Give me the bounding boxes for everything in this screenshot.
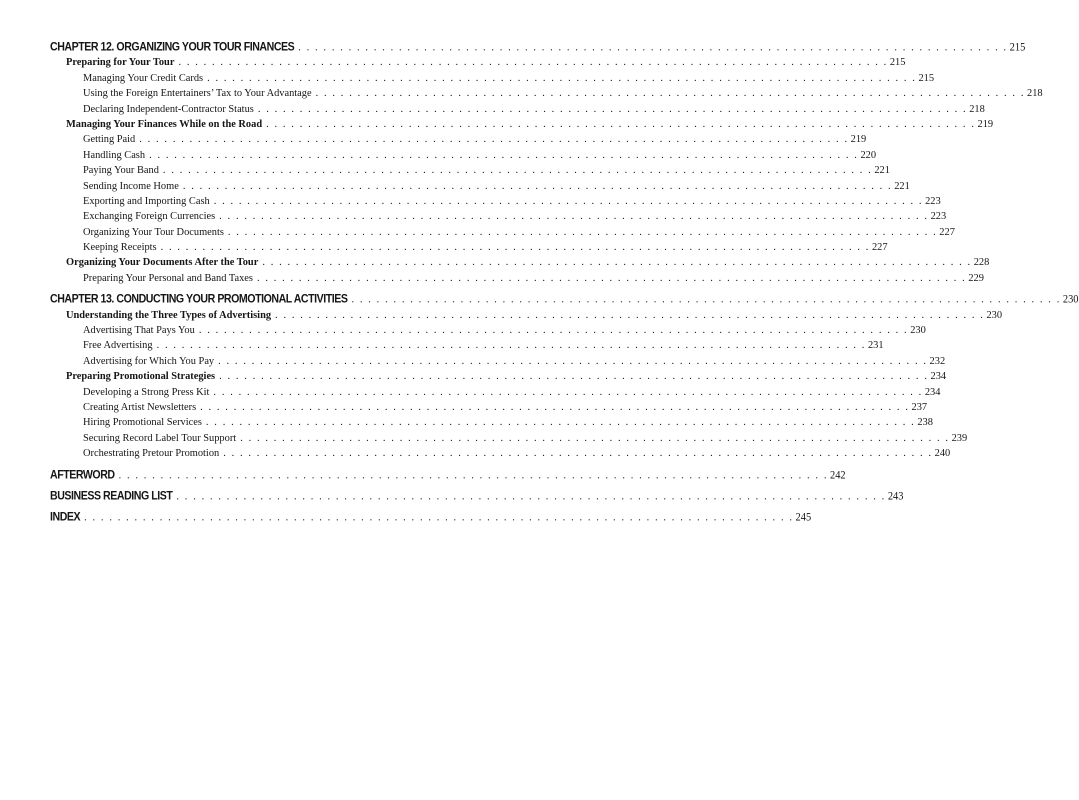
toc-entry-page: 232 bbox=[929, 355, 946, 367]
toc-entry-title: Sending Income Home bbox=[83, 180, 179, 192]
dot-leader: . . . . . . . . . . . . . . . . . . . . . . . . . . . . . . . . . . . . . . . . . . . . . . . . . . . . . . . . . . . . . . . . . . . . . . . . . . . . . . . . . . . . . bbox=[223, 448, 933, 460]
toc-subsection bbox=[50, 148, 877, 163]
toc-entry-title: Creating Artist Newsletters bbox=[83, 401, 197, 413]
toc-subsection bbox=[50, 71, 935, 86]
dot-leader: . . . . . . . . . . . . . . . . . . . . . . . . . . . . . . . . . . . . . . . . . . . . . . . . . . . . . . . . . . . . . . . . . . . . . . . . . . . . . . . . . . . . . bbox=[298, 41, 1008, 54]
toc-entry-title: Declaring Independent-Contractor Status bbox=[83, 103, 254, 115]
toc-entry-page: 231 bbox=[867, 340, 884, 352]
toc-entry-title: AFTERWORD bbox=[50, 467, 115, 482]
toc-subsection bbox=[50, 209, 947, 224]
toc-subsection bbox=[50, 431, 968, 446]
toc-entry-title: CHAPTER 13. CONDUCTING YOUR PROMOTIONAL ACTIVITIES bbox=[50, 292, 348, 306]
dot-leader: . . . . . . . . . . . . . . . . . . . . . . . . . . . . . . . . . . . . . . . . . . . . . . . . . . . . . . . . . . . . . . . . . . . . . . . . . . . . . . . . . . . . . bbox=[156, 340, 866, 352]
toc-entry-page: 218 bbox=[969, 103, 985, 115]
table-of-contents bbox=[50, 40, 1079, 526]
toc-subsection bbox=[50, 354, 946, 369]
toc-subsection bbox=[50, 271, 984, 286]
toc-entry-title: Getting Paid bbox=[83, 134, 136, 146]
toc-entry-title: Free Advertising bbox=[83, 340, 153, 352]
dot-leader: . . . . . . . . . . . . . . . . . . . . . . . . . . . . . . . . . . . . . . . . . . . . . . . . . . . . . . . . . . . . . . . . . . . . . . . . . . . . . . . . . . . . . bbox=[198, 325, 909, 337]
toc-entry-title: Preparing Your Personal and Band Taxes bbox=[83, 272, 253, 284]
toc-entry-title: Organizing Your Tour Documents bbox=[83, 226, 224, 238]
dot-leader: . . . . . . . . . . . . . . . . . . . . . . . . . . . . . . . . . . . . . . . . . . . . . . . . . . . . . . . . . . . . . . . . . . . . . . . . . . . . . . . . . . . . . bbox=[213, 195, 924, 207]
toc-subsection bbox=[50, 323, 926, 338]
toc-entry-page: 223 bbox=[925, 195, 941, 207]
toc-entry-title: Hiring Promotional Services bbox=[83, 417, 202, 429]
toc-entry-title: Keeping Receipts bbox=[83, 242, 157, 254]
toc-entry-title: Advertising for Which You Pay bbox=[83, 355, 215, 367]
toc-entry-page: 234 bbox=[924, 386, 941, 398]
toc-entry-page: 243 bbox=[887, 490, 904, 503]
toc-entry-page: 228 bbox=[973, 257, 990, 269]
toc-entry-page: 221 bbox=[874, 165, 890, 177]
toc-entry-page: 227 bbox=[939, 226, 955, 238]
dot-leader: . . . . . . . . . . . . . . . . . . . . . . . . . . . . . . . . . . . . . . . . . . . . . . . . . . . . . . . . . . . . . . . . . . . . . . . . . . . . . . . . . . . . . bbox=[84, 511, 794, 524]
toc-entry-page: 237 bbox=[911, 401, 928, 413]
dot-leader: . . . . . . . . . . . . . . . . . . . . . . . . . . . . . . . . . . . . . . . . . . . . . . . . . . . . . . . . . . . . . . . . . . . . . . . . . . . . . . . . . . . . . bbox=[182, 180, 893, 192]
toc-entry-page: 234 bbox=[930, 371, 947, 383]
toc-section bbox=[50, 55, 906, 70]
toc-subsection bbox=[50, 446, 951, 461]
toc-entry-page: 219 bbox=[977, 118, 994, 130]
toc-entry-title: CHAPTER 12. ORGANIZING YOUR TOUR FINANCES bbox=[50, 40, 295, 54]
dot-leader: . . . . . . . . . . . . . . . . . . . . . . . . . . . . . . . . . . . . . . . . . . . . . . . . . . . . . . . . . . . . . . . . . . . . . . . . . . . . . . . . . . . . . bbox=[351, 293, 1061, 306]
dot-leader: . . . . . . . . . . . . . . . . . . . . . . . . . . . . . . . . . . . . . . . . . . . . . . . . . . . . . . . . . . . . . . . . . . . . . . . . . . . . . . . . . . . . . bbox=[207, 72, 917, 84]
dot-leader: . . . . . . . . . . . . . . . . . . . . . . . . . . . . . . . . . . . . . . . . . . . . . . . . . . . . . . . . . . . . . . . . . . . . . . . . . . . . . . . . . . . . . bbox=[275, 309, 985, 321]
toc-business-reading-list bbox=[50, 488, 904, 505]
dot-leader: . . . . . . . . . . . . . . . . . . . . . . . . . . . . . . . . . . . . . . . . . . . . . . . . . . . . . . . . . . . . . . . . . . . . . . . . . . . . . . . . . . . . . bbox=[213, 386, 923, 398]
toc-entry-page: 230 bbox=[986, 309, 1003, 321]
toc-subsection bbox=[50, 102, 985, 117]
toc-entry-page: 227 bbox=[871, 242, 888, 254]
toc-entry-title: Preparing Promotional Strategies bbox=[66, 371, 216, 383]
toc-entry-title: Organizing Your Documents After the Tour bbox=[66, 257, 259, 269]
dot-leader: . . . . . . . . . . . . . . . . . . . . . . . . . . . . . . . . . . . . . . . . . . . . . . . . . . . . . . . . . . . . . . . . . . . . . . . . . . . . . . . . . . . . . bbox=[218, 355, 928, 367]
toc-section bbox=[50, 369, 947, 384]
toc-subsection bbox=[50, 163, 890, 178]
toc-entry-page: 219 bbox=[850, 134, 867, 146]
dot-leader: . . . . . . . . . . . . . . . . . . . . . . . . . . . . . . . . . . . . . . . . . . . . . . . . . . . . . . . . . . . . . . . . . . . . . . . . . . . . . . . . . . . . . bbox=[256, 272, 967, 284]
toc-subsection bbox=[50, 194, 941, 209]
dot-leader: . . . . . . . . . . . . . . . . . . . . . . . . . . . . . . . . . . . . . . . . . . . . . . . . . . . . . . . . . . . . . . . . . . . . . . . . . . . . . . . . . . . . . bbox=[219, 371, 929, 383]
toc-entry-page: 239 bbox=[951, 432, 968, 444]
toc-entry-title: Paying Your Band bbox=[83, 165, 159, 177]
toc-subsection bbox=[50, 225, 955, 240]
toc-section bbox=[50, 308, 1003, 323]
toc-entry-title: Preparing for Your Tour bbox=[66, 57, 175, 69]
toc-entry-title: Managing Your Finances While on the Road bbox=[66, 118, 263, 130]
toc-subsection bbox=[50, 240, 888, 255]
toc-section bbox=[50, 117, 994, 132]
dot-leader: . . . . . . . . . . . . . . . . . . . . . . . . . . . . . . . . . . . . . . . . . . . . . . . . . . . . . . . . . . . . . . . . . . . . . . . . . . . . . . . . . . . . . bbox=[149, 149, 859, 161]
toc-entry-title: Developing a Strong Press Kit bbox=[83, 386, 210, 398]
toc-entry-title: Understanding the Three Types of Advertising bbox=[66, 309, 272, 321]
toc-entry-title: Handling Cash bbox=[83, 149, 146, 161]
toc-entry-page: 215 bbox=[1009, 41, 1026, 54]
toc-entry-page: 221 bbox=[894, 180, 910, 192]
toc-chapter-12 bbox=[50, 39, 1026, 56]
toc-subsection bbox=[50, 400, 928, 415]
toc-entry-title: Advertising That Pays You bbox=[83, 325, 195, 337]
dot-leader: . . . . . . . . . . . . . . . . . . . . . . . . . . . . . . . . . . . . . . . . . . . . . . . . . . . . . . . . . . . . . . . . . . . . . . . . . . . . . . . . . . . . . bbox=[219, 211, 929, 223]
toc-entry-page: 223 bbox=[930, 211, 947, 223]
toc-entry-page: 230 bbox=[1062, 293, 1079, 306]
toc-subsection bbox=[50, 415, 933, 430]
toc-entry-title: INDEX bbox=[50, 510, 81, 524]
toc-afterword bbox=[50, 467, 846, 484]
toc-subsection bbox=[50, 338, 884, 353]
toc-entry-title: Exchanging Foreign Currencies bbox=[83, 211, 216, 223]
dot-leader: . . . . . . . . . . . . . . . . . . . . . . . . . . . . . . . . . . . . . . . . . . . . . . . . . . . . . . . . . . . . . . . . . . . . . . . . . . . . . . . . . . . . . bbox=[118, 468, 829, 482]
toc-entry-page: 242 bbox=[830, 468, 846, 482]
toc-subsection bbox=[50, 86, 1043, 101]
dot-leader: . . . . . . . . . . . . . . . . . . . . . . . . . . . . . . . . . . . . . . . . . . . . . . . . . . . . . . . . . . . . . . . . . . . . . . . . . . . . . . . . . . . . . bbox=[139, 134, 849, 146]
toc-entry-page: 215 bbox=[918, 72, 935, 84]
toc-entry-title: Using the Foreign Entertainers’ Tax to Your Advantage bbox=[83, 88, 312, 100]
toc-subsection bbox=[50, 385, 941, 400]
dot-leader: . . . . . . . . . . . . . . . . . . . . . . . . . . . . . . . . . . . . . . . . . . . . . . . . . . . . . . . . . . . . . . . . . . . . . . . . . . . . . . . . . . . . . bbox=[266, 118, 976, 130]
dot-leader: . . . . . . . . . . . . . . . . . . . . . . . . . . . . . . . . . . . . . . . . . . . . . . . . . . . . . . . . . . . . . . . . . . . . . . . . . . . . . . . . . . . . . bbox=[162, 165, 873, 177]
toc-entry-title: Managing Your Credit Cards bbox=[83, 72, 204, 84]
toc-subsection bbox=[50, 179, 910, 194]
toc-entry-page: 215 bbox=[889, 57, 906, 69]
dot-leader: . . . . . . . . . . . . . . . . . . . . . . . . . . . . . . . . . . . . . . . . . . . . . . . . . . . . . . . . . . . . . . . . . . . . . . . . . . . . . . . . . . . . . bbox=[205, 417, 916, 429]
dot-leader: . . . . . . . . . . . . . . . . . . . . . . . . . . . . . . . . . . . . . . . . . . . . . . . . . . . . . . . . . . . . . . . . . . . . . . . . . . . . . . . . . . . . . bbox=[200, 401, 910, 413]
toc-chapter-13 bbox=[50, 291, 1079, 308]
dot-leader: . . . . . . . . . . . . . . . . . . . . . . . . . . . . . . . . . . . . . . . . . . . . . . . . . . . . . . . . . . . . . . . . . . . . . . . . . . . . . . . . . . . . . bbox=[315, 88, 1026, 100]
dot-leader: . . . . . . . . . . . . . . . . . . . . . . . . . . . . . . . . . . . . . . . . . . . . . . . . . . . . . . . . . . . . . . . . . . . . . . . . . . . . . . . . . . . . . bbox=[227, 226, 938, 238]
toc-entry-title: Securing Record Label Tour Support bbox=[83, 432, 237, 444]
toc-index bbox=[50, 509, 812, 526]
toc-entry-page: 229 bbox=[968, 272, 984, 284]
toc-entry-title: Orchestrating Pretour Promotion bbox=[83, 448, 220, 460]
dot-leader: . . . . . . . . . . . . . . . . . . . . . . . . . . . . . . . . . . . . . . . . . . . . . . . . . . . . . . . . . . . . . . . . . . . . . . . . . . . . . . . . . . . . . bbox=[257, 103, 968, 115]
toc-entry-page: 245 bbox=[795, 511, 812, 524]
dot-leader: . . . . . . . . . . . . . . . . . . . . . . . . . . . . . . . . . . . . . . . . . . . . . . . . . . . . . . . . . . . . . . . . . . . . . . . . . . . . . . . . . . . . . bbox=[240, 432, 950, 444]
toc-entry-page: 240 bbox=[934, 448, 951, 460]
dot-leader: . . . . . . . . . . . . . . . . . . . . . . . . . . . . . . . . . . . . . . . . . . . . . . . . . . . . . . . . . . . . . . . . . . . . . . . . . . . . . . . . . . . . . bbox=[176, 490, 886, 503]
dot-leader: . . . . . . . . . . . . . . . . . . . . . . . . . . . . . . . . . . . . . . . . . . . . . . . . . . . . . . . . . . . . . . . . . . . . . . . . . . . . . . . . . . . . . bbox=[178, 57, 888, 69]
toc-entry-title: Exporting and Importing Cash bbox=[83, 195, 210, 207]
toc-entry-page: 230 bbox=[910, 325, 926, 337]
toc-section bbox=[50, 255, 990, 270]
dot-leader: . . . . . . . . . . . . . . . . . . . . . . . . . . . . . . . . . . . . . . . . . . . . . . . . . . . . . . . . . . . . . . . . . . . . . . . . . . . . . . . . . . . . . bbox=[262, 257, 972, 269]
toc-entry-page: 218 bbox=[1027, 88, 1043, 100]
toc-entry-page: 220 bbox=[860, 149, 877, 161]
toc-subsection bbox=[50, 132, 867, 147]
toc-entry-title: BUSINESS READING LIST bbox=[50, 489, 173, 503]
toc-entry-page: 238 bbox=[917, 417, 933, 429]
dot-leader: . . . . . . . . . . . . . . . . . . . . . . . . . . . . . . . . . . . . . . . . . . . . . . . . . . . . . . . . . . . . . . . . . . . . . . . . . . . . . . . . . . . . . bbox=[160, 242, 870, 254]
